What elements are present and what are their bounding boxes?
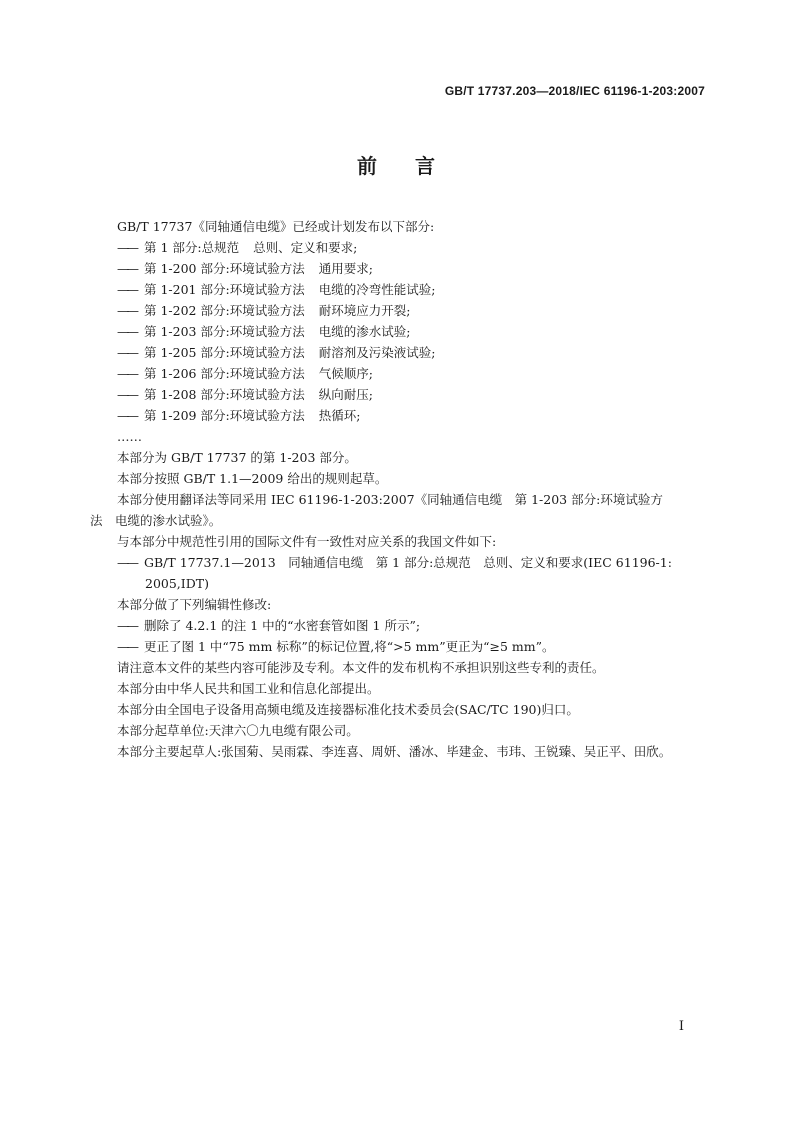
consistency-paragraph: 与本部分中规范性引用的国际文件有一致性对应关系的我国文件如下: <box>117 534 497 549</box>
page-title <box>0 150 794 179</box>
list-item: ——第 1-205 部分:环境试验方法 耐溶剂及污染液试验; <box>90 342 705 363</box>
list-item: ——第 1-201 部分:环境试验方法 电缆的冷弯性能试验; <box>90 279 705 300</box>
consistency-item-line-2: 2005,IDT) <box>145 576 209 591</box>
translation-paragraph-line-2: 法 电缆的渗水试验》。 <box>90 513 222 528</box>
list-item: ——第 1-200 部分:环境试验方法 通用要求; <box>90 258 705 279</box>
ellipsis: …… <box>117 429 142 444</box>
title-char-1: 前 <box>357 154 379 178</box>
list-item: ——第 1-202 部分:环境试验方法 耐环境应力开裂; <box>90 300 705 321</box>
translation-paragraph-line-1: 本部分使用翻译法等同采用 IEC 61196-1-203:2007《同轴通信电缆 第 1-203 部分:环境试验方 <box>117 492 663 507</box>
part-of-paragraph: 本部分为 GB/T 17737 的第 1-203 部分。 <box>117 450 357 465</box>
consistency-item-line-1: ——GB/T 17737.1—2013 同轴通信电缆 第 1 部分:总规范 总则、定义和要求(IEC 61196-1: <box>90 552 705 573</box>
intro-paragraph: GB/T 17737《同轴通信电缆》已经或计划发布以下部分: <box>117 219 435 234</box>
centralized-by: 本部分由全国电子设备用高频电缆及连接器标准化技术委员会(SAC/TC 190)归口。 <box>117 702 579 717</box>
patent-notice: 请注意本文件的某些内容可能涉及专利。本文件的发布机构不承担识别这些专利的责任。 <box>117 660 605 675</box>
title-char-2: 言 <box>415 154 437 178</box>
list-item: ——第 1-209 部分:环境试验方法 热循环; <box>90 405 705 426</box>
editorial-intro: 本部分做了下列编辑性修改: <box>117 597 272 612</box>
foreword-body <box>90 216 705 762</box>
proposed-by: 本部分由中华人民共和国工业和信息化部提出。 <box>117 681 380 696</box>
list-item: ——第 1 部分:总规范 总则、定义和要求; <box>90 237 705 258</box>
list-item: ——第 1-206 部分:环境试验方法 气候顺序; <box>90 363 705 384</box>
drafting-unit: 本部分起草单位:天津六〇九电缆有限公司。 <box>117 723 359 738</box>
list-item: ——第 1-203 部分:环境试验方法 电缆的渗水试验; <box>90 321 705 342</box>
drafters: 本部分主要起草人:张国菊、吴雨霖、李连喜、周妍、潘冰、毕建金、韦玮、王锐臻、吴正平、田欣。 <box>117 744 672 759</box>
standard-code: GB/T 17737.203—2018/IEC 61196-1-203:2007 <box>444 84 705 98</box>
list-item: ——更正了图 1 中“75 mm 标称”的标记位置,将“>5 mm”更正为“≥5 mm”。 <box>90 636 705 657</box>
drafting-rules-paragraph: 本部分按照 GB/T 1.1—2009 给出的规则起草。 <box>117 471 388 486</box>
page-number: I <box>678 1019 684 1034</box>
list-item: ——删除了 4.2.1 的注 1 中的“水密套管如图 1 所示”; <box>90 615 705 636</box>
list-item: ——第 1-208 部分:环境试验方法 纵向耐压; <box>90 384 705 405</box>
